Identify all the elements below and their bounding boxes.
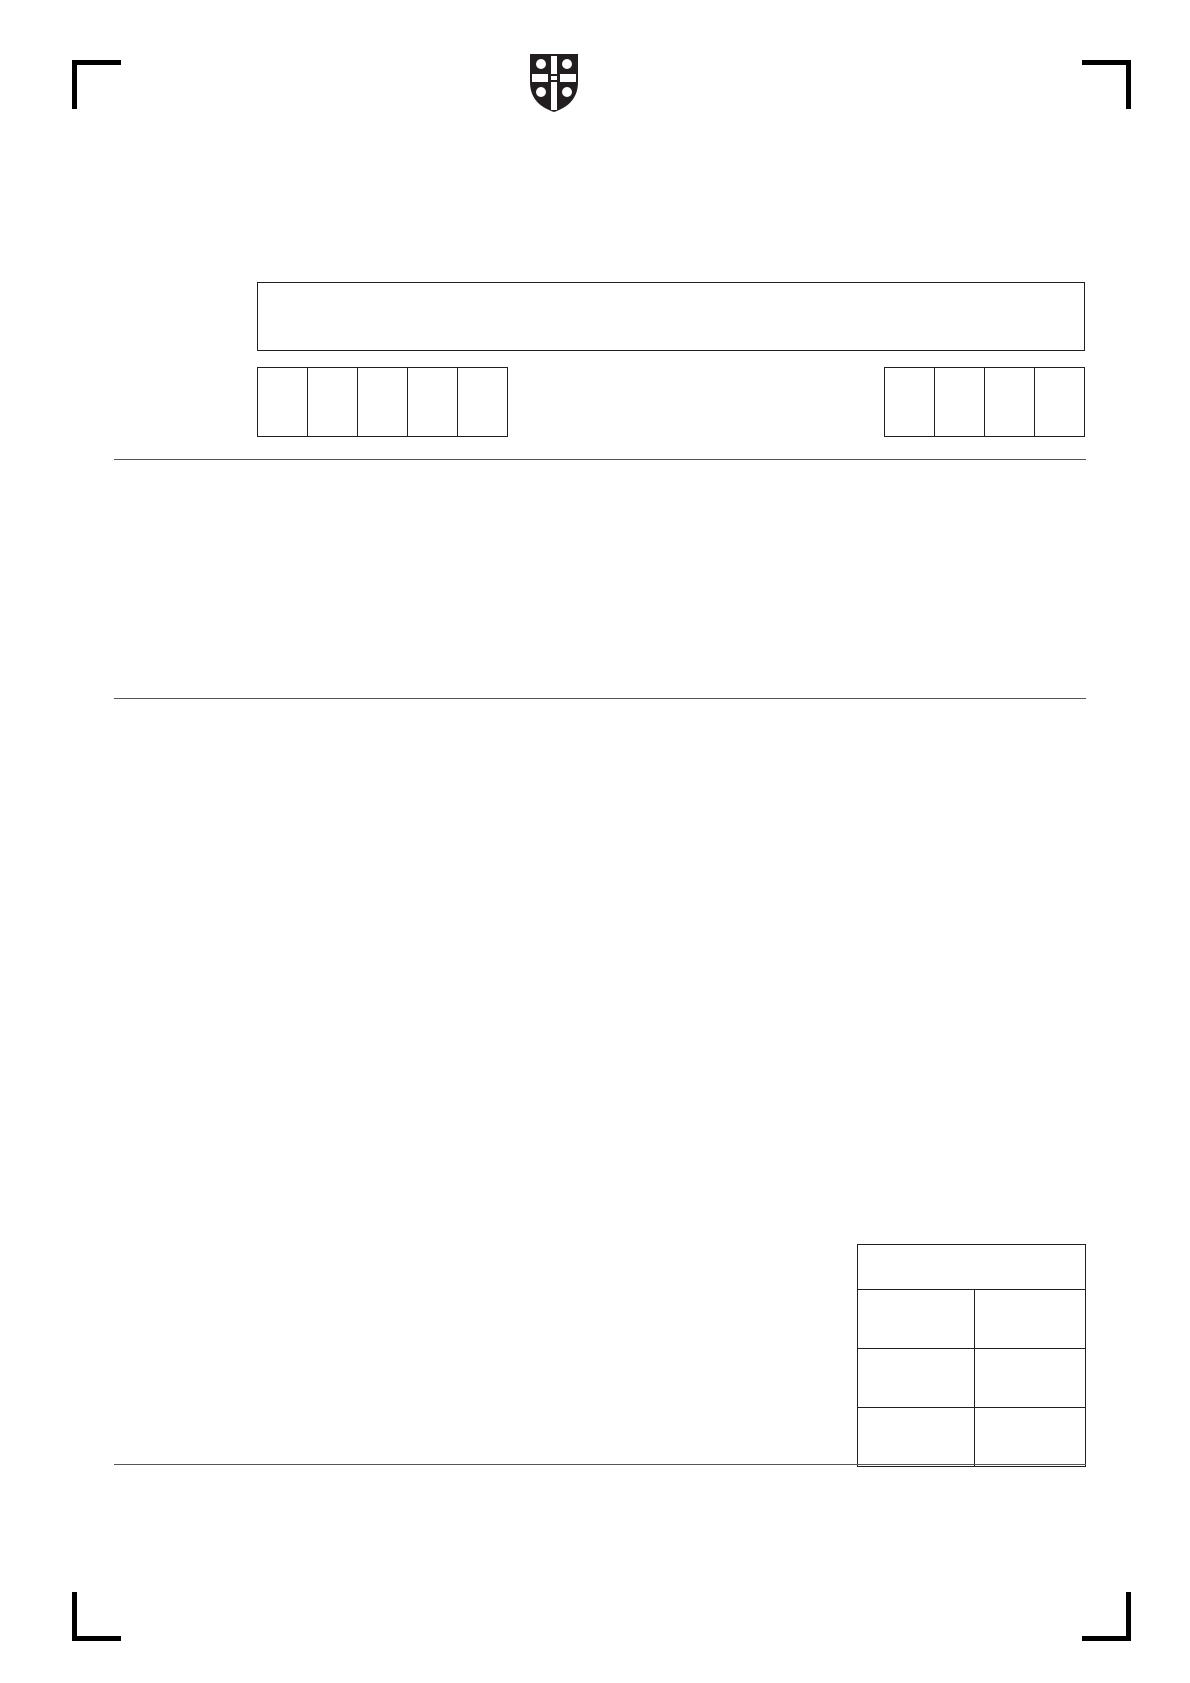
top-barcode	[132, 58, 496, 116]
candidate-number-boxes[interactable]	[884, 367, 1085, 437]
centre-number-cell[interactable]	[458, 368, 507, 436]
crop-mark-bottom-right	[1082, 1592, 1131, 1641]
examiner-use-table	[857, 1244, 1086, 1467]
crop-mark-bottom-left	[72, 1592, 121, 1641]
side-barcode-text	[36, 450, 50, 682]
mark-cell[interactable]	[975, 1290, 1086, 1349]
question-label	[858, 1290, 975, 1349]
table-row	[858, 1290, 1086, 1349]
total-label	[858, 1408, 975, 1467]
candidate-number-cell[interactable]	[935, 368, 985, 436]
side-barcode	[46, 450, 98, 682]
centre-number-cell[interactable]	[408, 368, 458, 436]
cambridge-logo	[528, 52, 580, 119]
centre-number-cell[interactable]	[358, 368, 408, 436]
crest-icon	[528, 52, 580, 114]
table-row	[858, 1408, 1086, 1467]
crop-mark-top-right	[1082, 60, 1131, 109]
centre-number-cell[interactable]	[258, 368, 308, 436]
total-cell[interactable]	[975, 1408, 1086, 1467]
candidate-name-box[interactable]	[257, 282, 1085, 351]
divider	[114, 1464, 1086, 1465]
divider	[114, 698, 1086, 699]
question-label	[858, 1349, 975, 1408]
examiner-table-heading	[858, 1245, 1086, 1290]
centre-number-cell[interactable]	[308, 368, 358, 436]
mark-cell[interactable]	[975, 1349, 1086, 1408]
table-row	[858, 1349, 1086, 1408]
divider	[114, 459, 1086, 460]
crop-mark-top-left	[72, 60, 121, 109]
qr-code	[54, 347, 96, 389]
centre-number-boxes[interactable]	[257, 367, 508, 437]
candidate-number-cell[interactable]	[885, 368, 935, 436]
candidate-number-cell[interactable]	[1035, 368, 1084, 436]
candidate-number-cell[interactable]	[985, 368, 1035, 436]
